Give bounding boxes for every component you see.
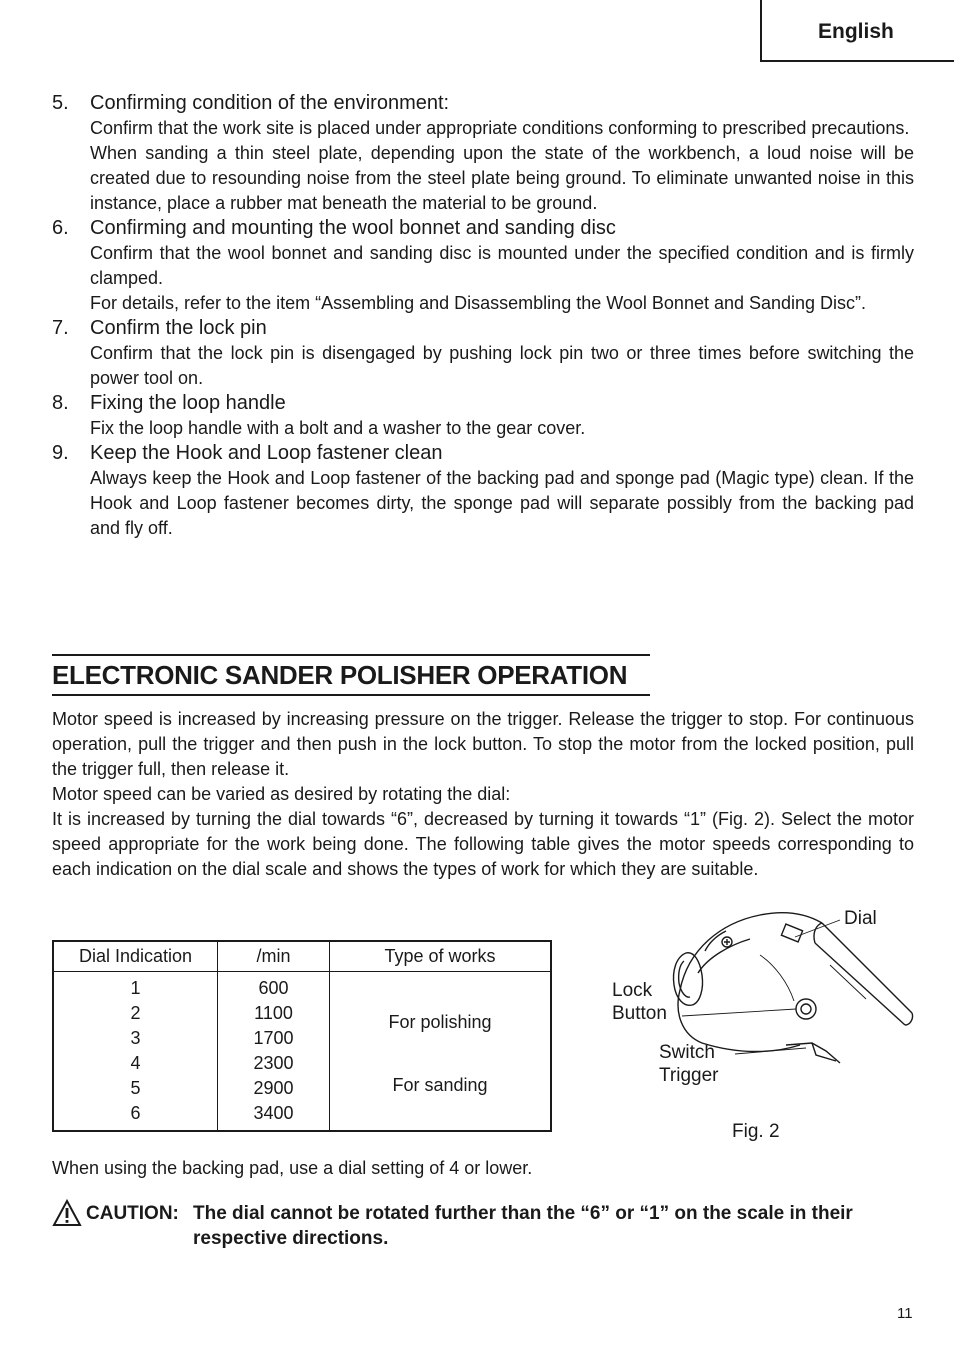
dial-label: Dial — [844, 908, 877, 929]
intro-paragraph: Motor speed is increased by increasing pressure on the trigger. Release the trigger to stop. For continuous operation, pull the trigger and then push in the lock button. To stop the motor from the locked position, pull the trigger full, then release it. — [52, 709, 914, 779]
dial-value: 5 — [130, 1078, 141, 1098]
dial-value: 2 — [130, 1003, 141, 1023]
item-title: Keep the Hook and Loop fastener clean — [90, 442, 443, 464]
caution-block — [52, 1199, 914, 1259]
caution-label: CAUTION: — [86, 1203, 179, 1224]
section-heading: ELECTRONIC SANDER POLISHER OPERATION — [52, 654, 650, 696]
figure-caption: Fig. 2 — [732, 1121, 780, 1142]
list-item — [52, 216, 914, 316]
switch-label-line: Switch — [659, 1042, 715, 1063]
rpm-column — [218, 972, 330, 1132]
warning-triangle-icon — [52, 1199, 82, 1227]
precaution-list — [52, 91, 914, 541]
switch-trigger-label — [659, 1041, 718, 1087]
list-item — [52, 391, 914, 441]
list-item — [52, 91, 914, 216]
item-number: 8. — [52, 392, 69, 414]
column-header-dial: Dial Indication — [53, 941, 218, 972]
item-paragraph: Always keep the Hook and Loop fastener of the backing pad and sponge pad (Magic type) clean. If the Hook and Loop fastener becomes dirty, the sponge pad will separate possibly from the backing pad and fly off. — [90, 468, 914, 538]
work-type-sanding: For sanding — [392, 1075, 488, 1095]
rpm-value: 1700 — [253, 1028, 294, 1048]
figure-2 — [590, 895, 930, 1150]
item-number: 7. — [52, 317, 69, 339]
item-paragraph: For details, refer to the item “Assembling and Disassembling the Wool Bonnet and Sanding Disc”. — [90, 293, 867, 313]
language-label: English — [818, 20, 894, 43]
work-type-polishing: For polishing — [388, 1012, 492, 1032]
item-title: Confirm the lock pin — [90, 317, 267, 339]
item-paragraph: Confirm that the work site is placed under appropriate conditions conforming to prescribed precautions. — [90, 118, 910, 138]
item-paragraph: Confirm that the lock pin is disengaged by pushing lock pin two or three times before switching the power tool on. — [90, 343, 914, 388]
dial-column — [53, 972, 218, 1132]
backing-pad-note: When using the backing pad, use a dial setting of 4 or lower. — [52, 1158, 533, 1178]
item-title: Confirming and mounting the wool bonnet and sanding disc — [90, 217, 616, 239]
item-paragraph: Confirm that the wool bonnet and sanding disc is mounted under the specified condition and is firmly clamped. — [90, 243, 914, 288]
list-item — [52, 441, 914, 541]
language-tab — [760, 0, 954, 62]
caution-text: The dial cannot be rotated further than the “6” or “1” on the scale in their respective directions. — [193, 1203, 853, 1249]
item-number: 5. — [52, 92, 69, 114]
lock-button-label — [612, 979, 667, 1025]
rpm-value: 600 — [258, 978, 289, 998]
item-paragraph: When sanding a thin steel plate, depending upon the state of the workbench, a loud noise will be created due to resounding noise from the steel plate being ground. To eliminate unwanted noise in this instance, place a rubber mat beneath the material to be ground. — [90, 143, 914, 213]
dial-value: 6 — [130, 1103, 141, 1123]
dial-value: 4 — [130, 1053, 141, 1073]
speed-table — [52, 940, 552, 1132]
work-column — [330, 972, 552, 1132]
lock-label-line: Button — [612, 1003, 667, 1024]
rpm-value: 3400 — [253, 1103, 294, 1123]
lock-label-line: Lock — [612, 980, 653, 1001]
dial-value: 1 — [130, 978, 141, 998]
rpm-value: 2900 — [253, 1078, 294, 1098]
list-item — [52, 316, 914, 391]
section-intro — [52, 707, 914, 882]
item-number: 6. — [52, 217, 69, 239]
intro-paragraph: It is increased by turning the dial towards “6”, decreased by turning it towards “1” (Fig. 2). Select the motor speed appropriate for the work being done. The following table gives the motor speeds corresponding to each indication on the dial scale and shows the types of work for which they are suitable. — [52, 809, 914, 879]
column-header-rpm: /min — [218, 941, 330, 972]
switch-label-line: Trigger — [659, 1065, 719, 1086]
item-paragraph: Fix the loop handle with a bolt and a washer to the gear cover. — [90, 418, 586, 438]
item-number: 9. — [52, 442, 69, 464]
item-title: Confirming condition of the environment: — [90, 92, 450, 114]
dial-value: 3 — [130, 1028, 141, 1048]
table-header-row — [53, 941, 551, 972]
page-number: 11 — [897, 1305, 913, 1322]
column-header-work: Type of works — [330, 941, 552, 972]
rpm-value: 2300 — [253, 1053, 294, 1073]
item-title: Fixing the loop handle — [90, 392, 286, 414]
intro-paragraph: Motor speed can be varied as desired by rotating the dial: — [52, 784, 511, 804]
table-row — [53, 972, 551, 1132]
rpm-value: 1100 — [254, 1003, 293, 1023]
